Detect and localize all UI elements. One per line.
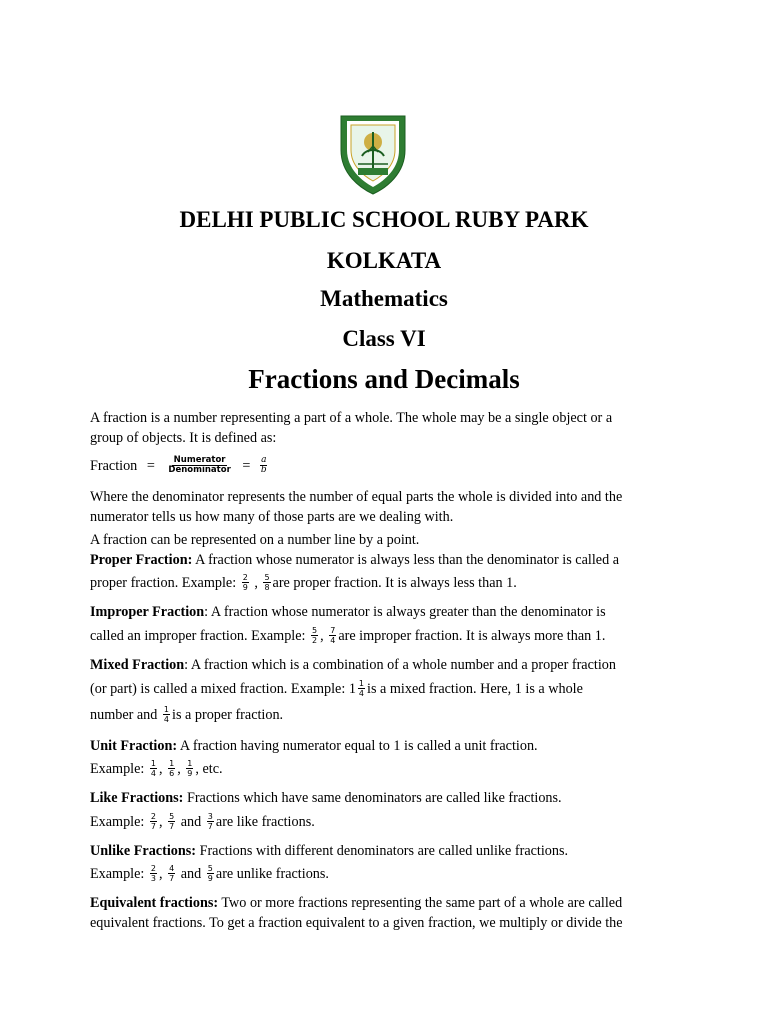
equivalent-fractions-term: Equivalent fractions:: [90, 895, 219, 911]
denominator: 7: [169, 874, 175, 884]
denominator: 7: [150, 822, 157, 832]
denominator: 4: [358, 689, 365, 699]
separator: ,: [177, 761, 181, 777]
school-name: DELHI PUBLIC SCHOOL RUBY PARK: [179, 207, 589, 232]
school-emblem-logo: [338, 112, 408, 196]
numerator: 1: [187, 759, 193, 769]
like-fractions-text: Fractions which have same denominators are called like fractions.: [183, 790, 562, 806]
denominator: 9: [187, 769, 193, 779]
improper-fraction-def: [90, 603, 606, 621]
mixed-fraction-note: [90, 706, 283, 725]
symbol-a: a: [261, 455, 267, 466]
like-fractions-example: [90, 813, 315, 832]
improper-fraction-text: : A fraction whose numerator is always greater than the denominator is: [204, 604, 606, 620]
separator: ,: [250, 575, 258, 591]
example-text: Example:: [90, 761, 145, 777]
denominator: 9: [207, 874, 213, 884]
fraction: [311, 626, 318, 645]
example-text: and: [177, 866, 205, 882]
unlike-fractions-text: Fractions with different denominators are called unlike fractions.: [196, 843, 569, 859]
unit-fraction-text: A fraction having numerator equal to 1 is called a unit fraction.: [177, 738, 538, 754]
mixed-fraction-def: [90, 656, 616, 674]
unlike-fractions-term: Unlike Fractions:: [90, 843, 197, 859]
numerator: 5: [207, 864, 213, 874]
fraction: [242, 573, 249, 592]
example-text: proper fraction. Example:: [90, 575, 240, 591]
numerator-word: Numerator: [173, 455, 226, 466]
symbol-b: b: [260, 465, 267, 476]
example-text: (or part) is called a mixed fraction. Example: 1: [90, 681, 356, 697]
fraction-a-over-b: [260, 456, 268, 475]
separator: ,: [159, 761, 163, 777]
numerator: 1: [163, 705, 170, 715]
unlike-fractions-example: [90, 865, 329, 884]
improper-fraction-example: [90, 627, 605, 646]
example-text: Example:: [90, 866, 145, 882]
proper-fraction-example: [90, 574, 517, 593]
numerator: 5: [264, 573, 270, 583]
example-text: are proper fraction. It is always less than 1.: [272, 575, 517, 591]
mixed-fraction-text: : A fraction which is a combination of a whole number and a proper fraction: [184, 657, 616, 673]
denominator: 7: [207, 822, 213, 832]
chapter-title: Fractions and Decimals: [248, 364, 520, 394]
example-text: number and: [90, 707, 161, 723]
equivalent-fractions-def: [90, 894, 622, 912]
unit-fraction-def: [90, 737, 538, 755]
fraction: [207, 864, 214, 883]
fraction: [168, 759, 175, 778]
example-text: are unlike fractions.: [215, 866, 329, 882]
fraction: [186, 759, 193, 778]
equals-sign: =: [146, 458, 155, 474]
fraction: [263, 573, 270, 592]
equals-sign: =: [242, 458, 251, 474]
fraction: [329, 626, 336, 645]
unlike-fractions-def: [90, 842, 568, 860]
equivalent-fractions-text: Two or more fractions representing the same part of a whole are called: [218, 895, 623, 911]
equivalent-fractions-line-2: equivalent fractions. To get a fraction equivalent to a given fraction, we multiply or divide the: [90, 915, 623, 931]
intro-line-5: A fraction can be represented on a number line by a point.: [90, 532, 420, 548]
numerator: 5: [312, 626, 318, 636]
example-text: is a mixed fraction. Here, 1 is a whole: [367, 681, 583, 697]
numerator: 1: [169, 759, 175, 769]
example-text: and: [177, 814, 205, 830]
numerator: 1: [358, 679, 365, 689]
numerator: 1: [150, 759, 157, 769]
denominator: 8: [264, 583, 270, 593]
fraction: [150, 812, 157, 831]
proper-fraction-term: Proper Fraction:: [90, 552, 193, 568]
numerator: 3: [207, 812, 213, 822]
intro-line-4: numerator tells us how many of those parts are we dealing with.: [90, 509, 454, 525]
numerator: 2: [150, 864, 157, 874]
school-city: KOLKATA: [326, 248, 442, 273]
example-text: is a proper fraction.: [172, 707, 284, 723]
numerator: 4: [169, 864, 175, 874]
fraction: [168, 864, 175, 883]
example-text: Example:: [90, 814, 145, 830]
fraction: [163, 705, 170, 724]
example-text: called an improper fraction. Example:: [90, 628, 310, 644]
mixed-fraction-example: [90, 680, 583, 699]
subject-heading: Mathematics: [320, 286, 448, 311]
intro-line-2: group of objects. It is defined as:: [90, 430, 277, 446]
denominator: 6: [169, 769, 175, 779]
unit-fraction-term: Unit Fraction:: [90, 738, 178, 754]
denominator: 4: [163, 715, 170, 725]
improper-fraction-term: Improper Fraction: [90, 604, 205, 620]
intro-line-3: Where the denominator represents the number of equal parts the whole is divided into and the: [90, 489, 623, 505]
numerator: 5: [169, 812, 175, 822]
denominator: 7: [169, 822, 175, 832]
numerator: 7: [330, 626, 336, 636]
denominator: 4: [150, 769, 157, 779]
mixed-fraction-term: Mixed Fraction: [90, 657, 185, 673]
example-text: , etc.: [195, 761, 223, 777]
denominator: 2: [312, 636, 318, 646]
denominator: 9: [242, 583, 248, 593]
fraction-definition: [166, 456, 232, 475]
separator: ,: [159, 866, 163, 882]
denominator-word: Denominator: [168, 465, 231, 476]
numerator: 2: [150, 812, 157, 822]
formula-label: Fraction: [90, 458, 138, 474]
like-fractions-term: Like Fractions:: [90, 790, 184, 806]
like-fractions-def: [90, 789, 562, 807]
class-heading: Class VI: [342, 326, 426, 351]
numerator: 2: [242, 573, 248, 583]
fraction: [150, 864, 157, 883]
example-text: are improper fraction. It is always more than 1.: [338, 628, 606, 644]
denominator: 3: [150, 874, 157, 884]
denominator: 4: [330, 636, 336, 646]
unit-fraction-example: [90, 760, 223, 779]
separator: ,: [159, 814, 163, 830]
proper-fraction-def: [90, 551, 619, 569]
example-text: are like fractions.: [215, 814, 315, 830]
separator: ,: [320, 628, 324, 644]
proper-fraction-text: A fraction whose numerator is always less than the denominator is called a: [192, 552, 620, 568]
fraction: [207, 812, 214, 831]
fraction: [358, 679, 365, 698]
fraction: [168, 812, 175, 831]
fraction: [150, 759, 157, 778]
fraction-formula: [90, 457, 270, 476]
intro-line-1: A fraction is a number representing a part of a whole. The whole may be a single object or a: [90, 410, 613, 426]
